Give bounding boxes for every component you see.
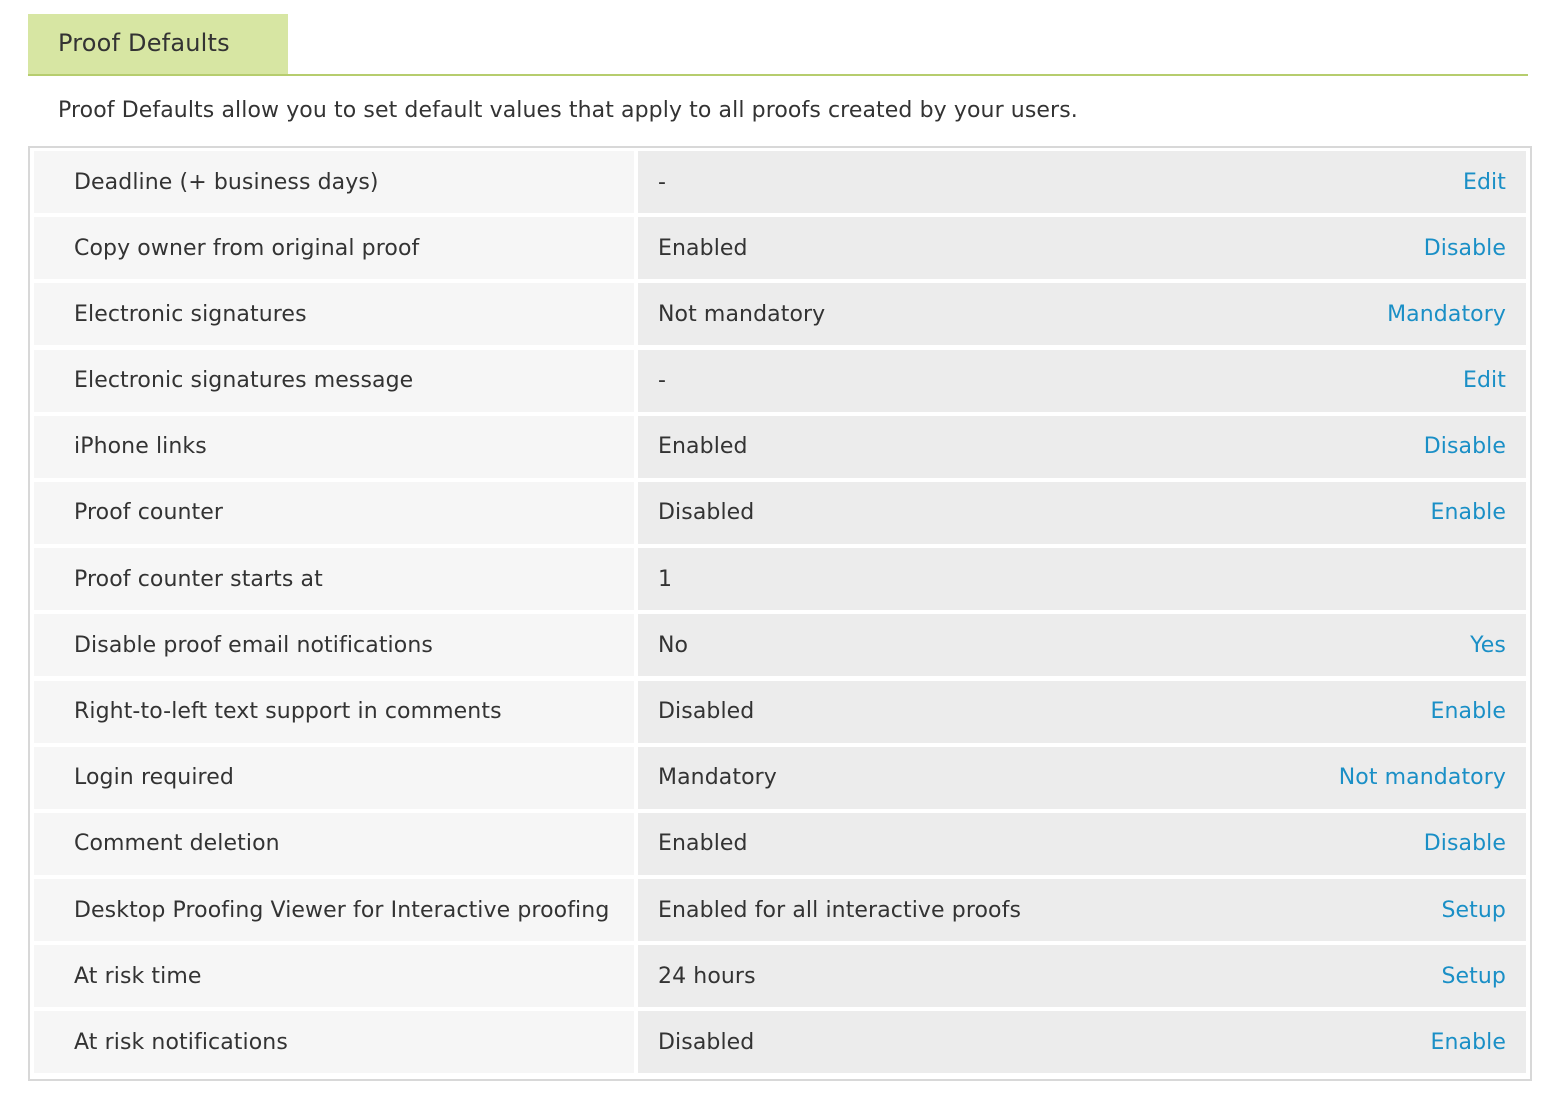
setting-value-cell [638, 482, 1526, 544]
setting-value-cell [638, 879, 1526, 941]
setting-value-cell [638, 813, 1526, 875]
settings-row [34, 1011, 1526, 1073]
settings-row [34, 747, 1526, 809]
setting-value: Enabled [658, 434, 748, 460]
setting-value: Mandatory [658, 765, 777, 791]
settings-row [34, 945, 1526, 1007]
setting-action-link[interactable]: Edit [1462, 169, 1506, 195]
setting-value-cell [638, 283, 1526, 345]
setting-value: Enabled for all interactive proofs [658, 897, 1022, 923]
settings-row [34, 416, 1526, 478]
settings-row [34, 151, 1526, 213]
setting-value: Disabled [658, 699, 755, 724]
setting-label: Electronic signatures [34, 283, 634, 345]
setting-value-cell [638, 1011, 1526, 1073]
setting-value: Enabled [658, 235, 748, 261]
settings-row [34, 813, 1526, 875]
settings-row [34, 681, 1526, 743]
setting-value-cell [638, 217, 1526, 279]
setting-value: - [658, 368, 667, 394]
setting-label: Right-to-left text support in comments [34, 681, 634, 743]
setting-value-cell [638, 945, 1526, 1007]
setting-label: Deadline (+ business days) [34, 151, 634, 213]
setting-value-cell [638, 548, 1526, 610]
setting-label: Login required [34, 747, 634, 809]
setting-action-link[interactable]: Setup [1441, 897, 1506, 923]
settings-row [34, 350, 1526, 412]
setting-value: 24 hours [658, 963, 756, 989]
tab-proof-defaults[interactable]: Proof Defaults [28, 14, 288, 74]
setting-value-cell [638, 747, 1526, 809]
setting-action-link[interactable]: Enable [1430, 500, 1506, 526]
setting-value: No [658, 632, 689, 658]
setting-label: Disable proof email notifications [34, 614, 634, 676]
setting-label: Proof counter starts at [34, 548, 634, 610]
settings-row [34, 482, 1526, 544]
setting-label: Proof counter [34, 482, 634, 544]
setting-value: Disabled [658, 500, 755, 526]
setting-action-link[interactable]: Enable [1430, 1029, 1506, 1055]
setting-action-link[interactable]: Disable [1423, 831, 1506, 857]
setting-label: At risk notifications [34, 1011, 634, 1073]
settings-table [28, 146, 1532, 1081]
setting-value: - [658, 169, 667, 195]
setting-action-link[interactable]: Enable [1430, 699, 1506, 724]
setting-label: iPhone links [34, 416, 634, 478]
setting-label: Electronic signatures message [34, 350, 634, 412]
intro-text: Proof Defaults allow you to set default values that apply to all proofs created by your users. [58, 98, 1078, 123]
setting-action-link[interactable]: Disable [1423, 434, 1506, 460]
setting-value-cell [638, 681, 1526, 743]
setting-action-link[interactable]: Edit [1462, 368, 1506, 394]
setting-value-cell [638, 151, 1526, 213]
settings-row [34, 879, 1526, 941]
settings-row [34, 614, 1526, 676]
setting-action-link[interactable]: Setup [1441, 963, 1506, 989]
setting-value-cell [638, 614, 1526, 676]
settings-row [34, 283, 1526, 345]
setting-value: Disabled [658, 1029, 755, 1055]
setting-label: Desktop Proofing Viewer for Interactive proofing [34, 879, 634, 941]
setting-value: Enabled [658, 831, 748, 857]
setting-action-link[interactable]: Disable [1423, 235, 1506, 261]
setting-value: 1 [658, 566, 673, 592]
setting-value-cell [638, 416, 1526, 478]
setting-label: Copy owner from original proof [34, 217, 634, 279]
setting-label: Comment deletion [34, 813, 634, 875]
setting-action-link[interactable]: Yes [1470, 632, 1506, 658]
setting-action-link[interactable]: Not mandatory [1338, 765, 1506, 791]
settings-row [34, 548, 1526, 610]
setting-label: At risk time [34, 945, 634, 1007]
settings-row [34, 217, 1526, 279]
setting-value-cell [638, 350, 1526, 412]
tab-strip [28, 14, 1528, 76]
setting-action-link[interactable]: Mandatory [1387, 301, 1506, 327]
setting-value: Not mandatory [658, 301, 826, 327]
